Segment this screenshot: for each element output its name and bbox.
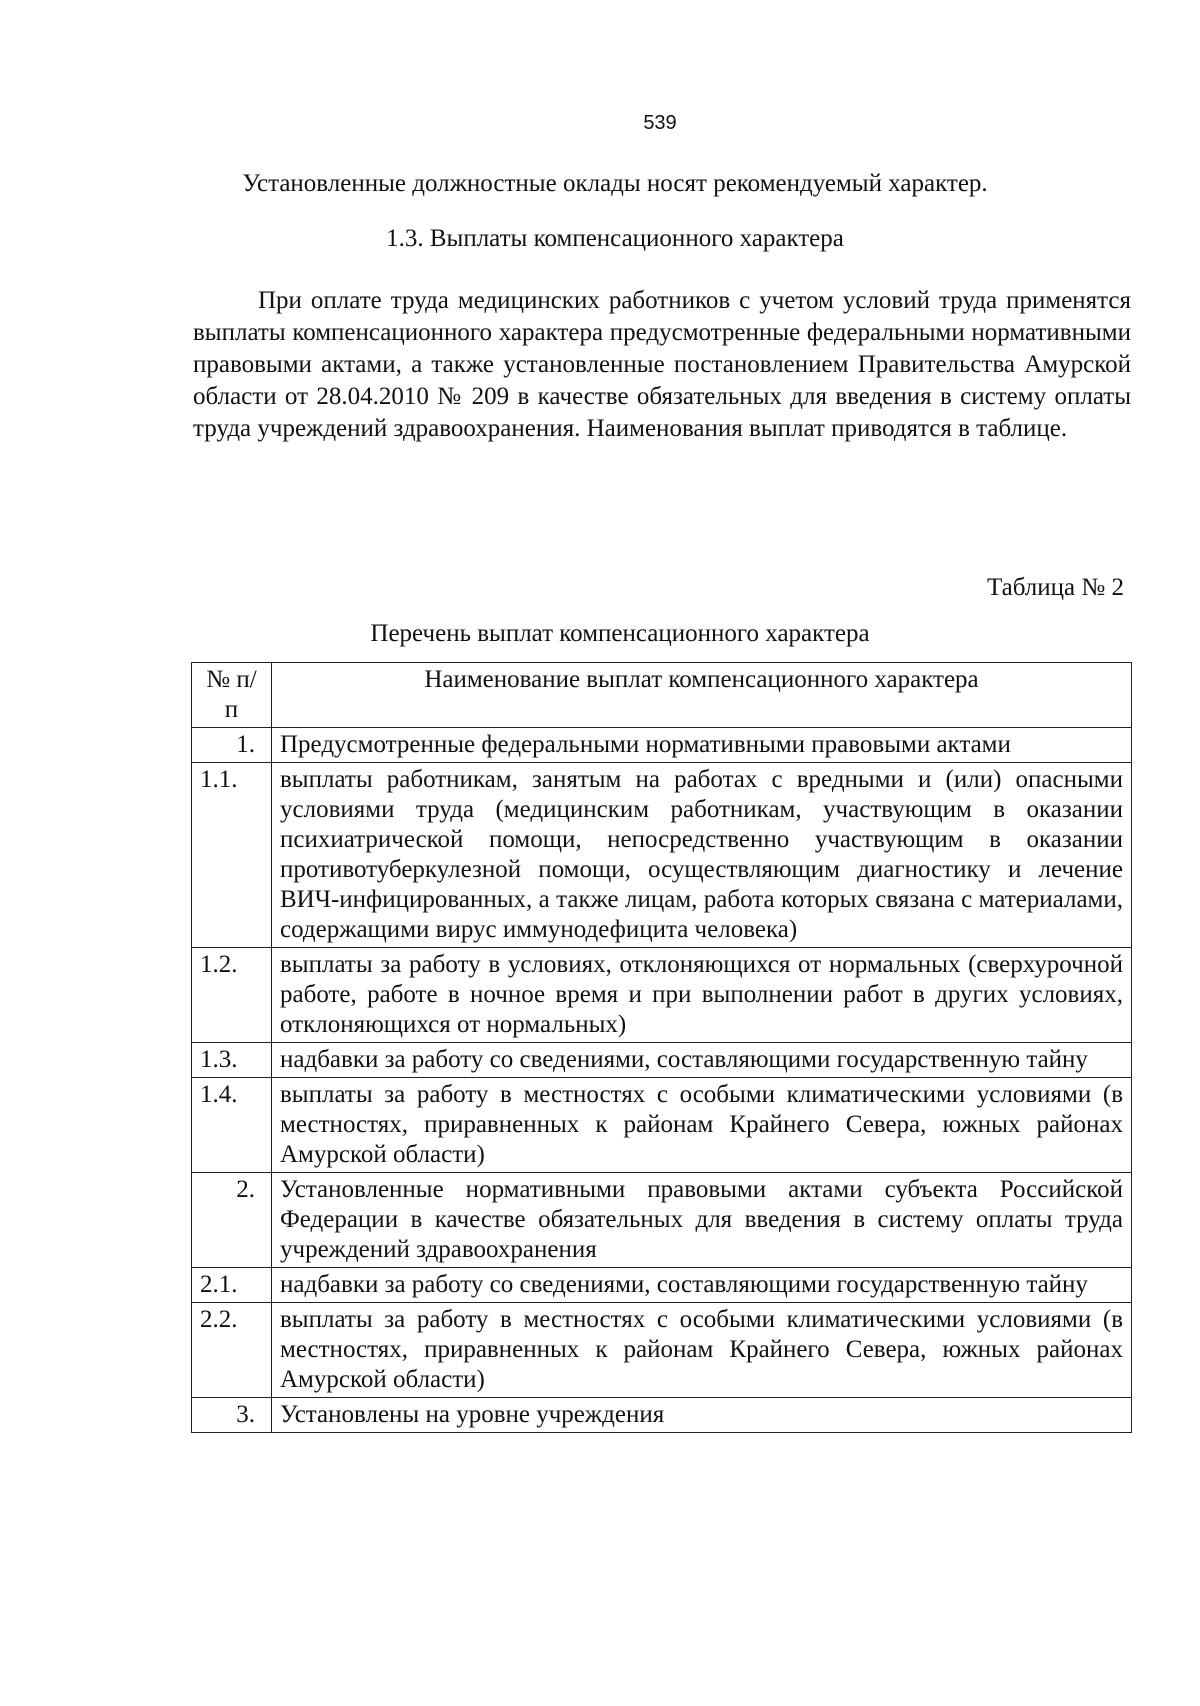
table-row <box>192 763 1132 948</box>
row-number: 1.4. <box>192 1078 272 1173</box>
row-number: 2.1. <box>192 1268 272 1303</box>
body-paragraph: При оплате труда медицинских работников с учетом условий труда применятся выплаты компенсационного характера предусмотренные федеральными нормативными правовыми актами, а также установленные постановлением Правительства Амурской области от 28.04.2010 № 209 в качестве обязательных для введения в систему оплаты труда учреждений здравоохранения. Наименования выплат приводятся в таблице. <box>193 287 1131 442</box>
row-number: 3. <box>192 1398 272 1433</box>
page-number: 539 <box>643 112 677 134</box>
section-heading: 1.3. Выплаты компенсационного характера <box>386 225 844 252</box>
row-name: выплаты за работу в местностях с особыми климатическими условиями (в местностях, приравненных к районам Крайнего Севера, южных районах Амурской области) <box>272 1078 1132 1173</box>
row-number: 1.2. <box>192 948 272 1043</box>
table-row <box>192 1173 1132 1268</box>
row-name: надбавки за работу со сведениями, составляющими государственную тайну <box>272 1268 1132 1303</box>
table-row <box>192 1043 1132 1078</box>
intro-line: Установленные должностные оклады носят рекомендуемый характер. <box>242 170 988 197</box>
row-number: 1. <box>192 728 272 763</box>
header-name: Наименование выплат компенсационного характера <box>272 663 1132 728</box>
row-name: Установлены на уровне учреждения <box>272 1398 1132 1433</box>
row-name: надбавки за работу со сведениями, составляющими государственную тайну <box>272 1043 1132 1078</box>
row-number: 2.2. <box>192 1303 272 1398</box>
row-name: выплаты работникам, занятым на работах с вредными и (или) опасными условиями труда (медицинским работникам, участвующим в оказании психиатрической помощи, непосредственно участвующим в оказании противотуберкулезной помощи, осуществляющим диагностику и лечение ВИЧ-инфицированных, а также лицам, работа которых связана с материалами, содержащими вирус иммунодефицита человека) <box>272 763 1132 948</box>
row-number: 1.3. <box>192 1043 272 1078</box>
row-name: Установленные нормативными правовыми актами субъекта Российской Федерации в качестве обязательных для введения в систему оплаты труда учреждений здравоохранения <box>272 1173 1132 1268</box>
table-title: Перечень выплат компенсационного характера <box>370 620 870 647</box>
table-label: Таблица № 2 <box>986 574 1124 601</box>
table-row <box>192 1268 1132 1303</box>
row-number: 1.1. <box>192 763 272 948</box>
table-header-row <box>192 663 1132 728</box>
row-number: 2. <box>192 1173 272 1268</box>
row-name: выплаты за работу в условиях, отклоняющихся от нормальных (сверхурочной работе, работе в ночное время и при выполнении работ в других условиях, отклоняющихся от нормальных) <box>272 948 1132 1043</box>
table-row <box>192 948 1132 1043</box>
table-row <box>192 728 1132 763</box>
header-number: № п/п <box>192 663 272 728</box>
table-row <box>192 1398 1132 1433</box>
table-row <box>192 1303 1132 1398</box>
row-name: выплаты за работу в местностях с особыми климатическими условиями (в местностях, приравненных к районам Крайнего Севера, южных районах Амурской области) <box>272 1303 1132 1398</box>
table-row <box>192 1078 1132 1173</box>
payments-table <box>191 662 1132 1433</box>
row-name: Предусмотренные федеральными нормативными правовыми актами <box>272 728 1132 763</box>
